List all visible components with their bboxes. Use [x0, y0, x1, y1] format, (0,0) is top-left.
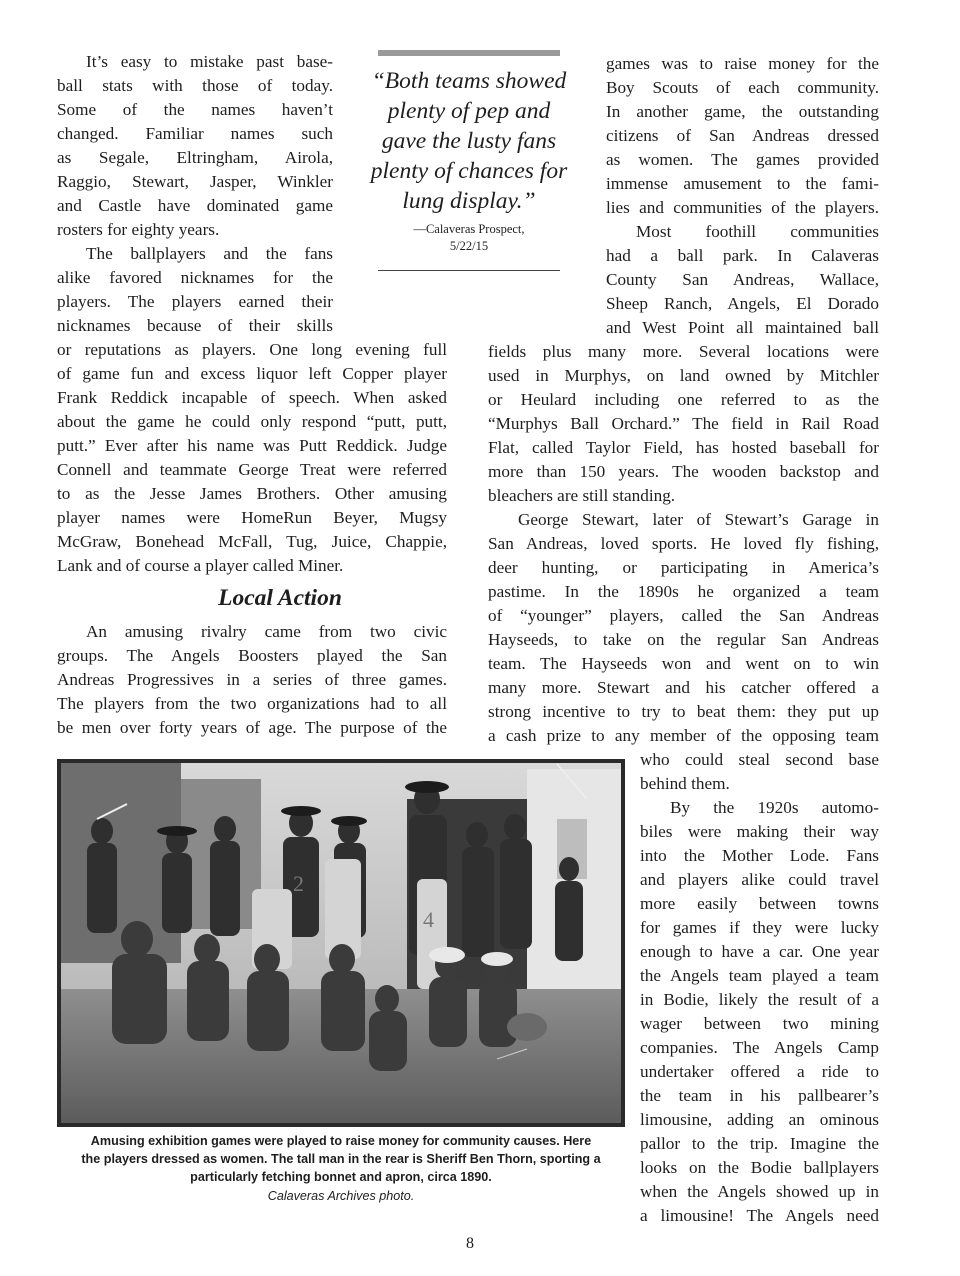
body-line: companies. The Angels Camp — [640, 1038, 879, 1057]
pull-quote-bottom-rule — [378, 270, 560, 271]
body-line: in Bodie, likely the result of a — [640, 990, 879, 1009]
body-line: Andreas Progressives in a series of three games. — [57, 670, 447, 689]
body-line: player names were HomeRun Beyer, Mugsy — [57, 508, 447, 527]
body-line: enough to have a car. One year — [640, 942, 879, 961]
pull-quote-line: plenty of pep and — [387, 98, 551, 124]
historic-team-photo — [57, 759, 625, 1127]
body-line: alike favored nicknames for the — [57, 268, 333, 287]
pull-quote-attribution: —Calaveras Prospect, — [413, 222, 525, 236]
body-line: Connell and teammate George Treat were referred — [57, 460, 447, 479]
body-line: be men over forty years of age. The purpose of the — [57, 718, 447, 737]
body-line: ball stats with those of today. — [57, 76, 333, 95]
body-line: had a ball park. In Calaveras — [606, 246, 879, 265]
pull-quote-line: “Both teams showed — [371, 68, 567, 94]
body-line: groups. The Angels Boosters played the San — [57, 646, 447, 665]
body-line: nicknames because of their skills — [57, 316, 333, 335]
pull-quote-line: lung display.” — [402, 188, 536, 214]
body-line: By the 1920s automo- — [670, 798, 879, 817]
body-line: as Segale, Eltringham, Airola, — [57, 148, 333, 167]
body-line: about the game he could only respond “putt, putt, — [57, 412, 447, 431]
body-line: In another game, the outstanding — [606, 102, 879, 121]
body-line: lies and communities of the players. — [606, 198, 879, 217]
body-line: of game fun and excess liquor left Copper player — [57, 364, 447, 383]
body-line: games was to raise money for the — [606, 54, 879, 73]
body-line: bleachers are still standing. — [488, 486, 676, 505]
body-line: the team in his pallbearer’s — [640, 1086, 879, 1105]
body-line: limousine, adding an ominous — [640, 1110, 879, 1129]
body-line: who could steal second base — [640, 750, 879, 769]
body-line: when the Angels showed up in — [640, 1182, 879, 1201]
body-line: changed. Familiar names such — [57, 124, 333, 143]
body-line: County San Andreas, Wallace, — [606, 270, 879, 289]
body-line: a cash prize to any member of the opposing team — [488, 726, 879, 745]
body-line: to as the Jesse James Brothers. Other amusing — [57, 484, 447, 503]
body-line: immense amusement to the fami- — [606, 174, 879, 193]
body-line: and West Point all maintained ball — [606, 318, 879, 337]
body-line: for games if they were lucky — [640, 918, 879, 937]
body-line: Frank Reddick incapable of speech. When asked — [57, 388, 447, 407]
body-line: and Castle have dominated game — [57, 196, 333, 215]
body-line: a limousine! The Angels need — [640, 1206, 879, 1225]
body-line: and players alike could travel — [640, 870, 879, 889]
body-line: looks on the Bodie ballplayers — [640, 1158, 879, 1177]
pull-quote-line: plenty of chances for — [370, 158, 568, 184]
body-line: pallor to the trip. Imagine the — [640, 1134, 879, 1153]
body-line: fields plus many more. Several locations were — [488, 342, 879, 361]
body-line: rosters for eighty years. — [57, 220, 220, 239]
body-line: George Stewart, later of Stewart’s Garage in — [518, 510, 879, 529]
body-line: Boy Scouts of each community. — [606, 78, 879, 97]
body-line: The ballplayers and the fans — [86, 244, 333, 263]
body-line: of “younger” players, called the San Andreas — [488, 606, 879, 625]
photo-caption-line: particularly fetching bonnet and apron, circa 1890. — [190, 1170, 492, 1184]
body-line: “Murphys Ball Orchard.” The field in Rail Road — [488, 414, 879, 433]
page-number: 8 — [466, 1235, 474, 1252]
body-line: Lank and of course a player called Miner. — [57, 556, 344, 575]
jersey-number: 4 — [423, 907, 434, 932]
body-line: used in Murphys, on land owned by Mitchler — [488, 366, 879, 385]
body-line: It’s easy to mistake past base- — [86, 52, 333, 71]
body-line: Sheep Ranch, Angels, El Dorado — [606, 294, 879, 313]
body-line: deer hunting, or participating in America’s — [488, 558, 879, 577]
body-line: strong incentive to try to beat them: they put up — [488, 702, 879, 721]
body-line: McGraw, Bonehead McFall, Tug, Juice, Chappie, — [57, 532, 447, 551]
body-line: Most foothill communities — [636, 222, 879, 241]
body-line: behind them. — [640, 774, 730, 793]
body-line: more than 150 years. The wooden backstop and — [488, 462, 879, 481]
body-line: Flat, called Taylor Field, has hosted baseball for — [488, 438, 879, 457]
body-line: pastime. In the 1890s he organized a team — [488, 582, 879, 601]
section-heading: Local Action — [218, 585, 342, 611]
body-line: team. The Hayseeds won and went on to win — [488, 654, 879, 673]
photo-caption-line: the players dressed as women. The tall man in the rear is Sheriff Ben Thorn, sporting a — [81, 1152, 601, 1166]
body-line: Some of the names haven’t — [57, 100, 333, 119]
body-line: Hayseeds, to take on the regular San Andreas — [488, 630, 879, 649]
body-line: An amusing rivalry came from two civic — [86, 622, 447, 641]
body-line: San Andreas, loved sports. He loved fly fishing, — [488, 534, 879, 553]
body-line: undertaker offered a ride to — [640, 1062, 879, 1081]
body-line: or reputations as players. One long evening full — [57, 340, 447, 359]
pull-quote-top-rule — [378, 50, 560, 56]
body-line: citizens of San Andreas dressed — [606, 126, 879, 145]
body-line: as women. The games provided — [606, 150, 879, 169]
body-line: wager between two mining — [640, 1014, 879, 1033]
body-line: into the Mother Lode. Fans — [640, 846, 879, 865]
body-line: players. The players earned their — [57, 292, 333, 311]
body-line: many more. Stewart and his catcher offered a — [488, 678, 879, 697]
photo-caption-line: Amusing exhibition games were played to raise money for community causes. Here — [90, 1134, 592, 1148]
pull-quote-line: gave the lusty fans — [381, 128, 557, 154]
jersey-number: 2 — [293, 871, 304, 896]
body-line: The players from the two organizations had to all — [57, 694, 447, 713]
body-line: the Angels team played a team — [640, 966, 879, 985]
body-line: Raggio, Stewart, Jasper, Winkler — [57, 172, 333, 191]
body-line: putt.” Ever after his name was Putt Reddick. Judge — [57, 436, 447, 455]
body-line: more easily between towns — [640, 894, 879, 913]
body-line: biles were making their way — [640, 822, 879, 841]
photo-credit: Calaveras Archives photo. — [267, 1189, 415, 1203]
pull-quote-date: 5/22/15 — [449, 239, 489, 253]
body-line: or Heulard including one referred to as the — [488, 390, 879, 409]
